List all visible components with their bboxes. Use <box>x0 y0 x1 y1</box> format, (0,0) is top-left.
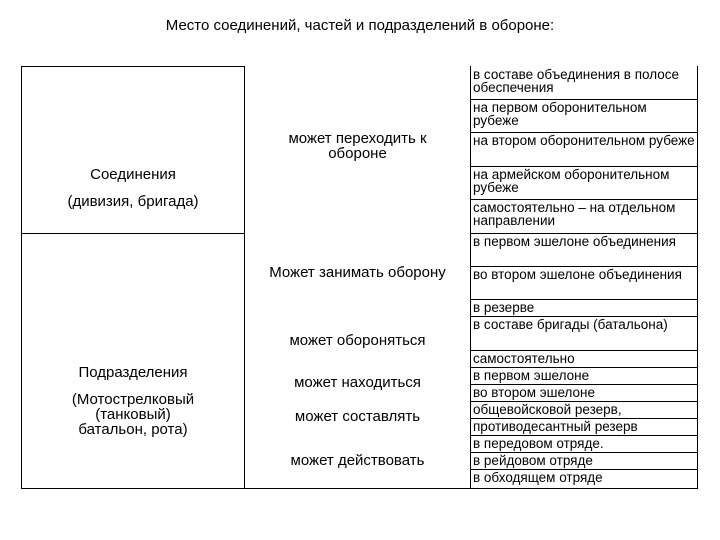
can-be-located-label: может находиться <box>294 374 421 391</box>
option-cell: в резерве <box>473 300 535 315</box>
can-defend-label: может обороняться <box>289 332 426 349</box>
can-compose-label: может составлять <box>294 408 421 425</box>
can-switch-label-2: обороне <box>328 145 387 162</box>
col3-right-border <box>697 66 698 489</box>
option-cell: на армейском оборонительном рубеже <box>473 167 670 195</box>
subunits-label: Подразделения <box>78 364 188 381</box>
subunits-sublabel-1: (Мотострелковый <box>71 391 195 408</box>
subunits-sublabel-3: батальон, рота) <box>78 421 188 438</box>
col3-left-border <box>470 66 471 489</box>
can-act-label: может действовать <box>290 452 425 469</box>
can-switch-label: может переходить к <box>288 130 427 147</box>
option-cell: на втором оборонительном рубеже <box>473 133 695 148</box>
option-cell: в составе объединения в полосе обеспечения <box>473 67 680 95</box>
option-cell: в обходящем отряде <box>473 470 603 485</box>
option-cell: в первом эшелоне <box>473 368 590 383</box>
option-cell: самостоятельно – на отдельном направлении <box>473 200 676 228</box>
option-cell: в первом эшелоне объединения <box>473 234 676 249</box>
option-cell: в рейдовом отряде <box>473 453 593 468</box>
subunits-sublabel-2: (танковый) <box>95 406 171 423</box>
col1-divider <box>21 233 245 234</box>
option-cell: во втором эшелоне объединения <box>473 267 682 282</box>
page-title: Место соединений, частей и подразделений в обороне: <box>165 17 555 34</box>
option-cell: общевойсковой резерв, <box>473 402 622 417</box>
table-border-top-left <box>21 66 245 67</box>
option-cell: на первом оборонительном рубеже <box>473 100 647 128</box>
option-cell: противодесантный резерв <box>473 419 638 434</box>
can-occupy-label: Может занимать оборону <box>269 264 446 281</box>
formations-label: Соединения <box>90 166 176 183</box>
option-cell: в передовом отряде. <box>473 436 604 451</box>
option-cell: самостоятельно <box>473 351 575 366</box>
formations-sublabel: (дивизия, бригада) <box>67 193 199 210</box>
option-cell: в составе бригады (батальона) <box>473 317 668 332</box>
table-border-bottom <box>21 488 698 489</box>
option-cell: во втором эшелоне <box>473 385 596 400</box>
